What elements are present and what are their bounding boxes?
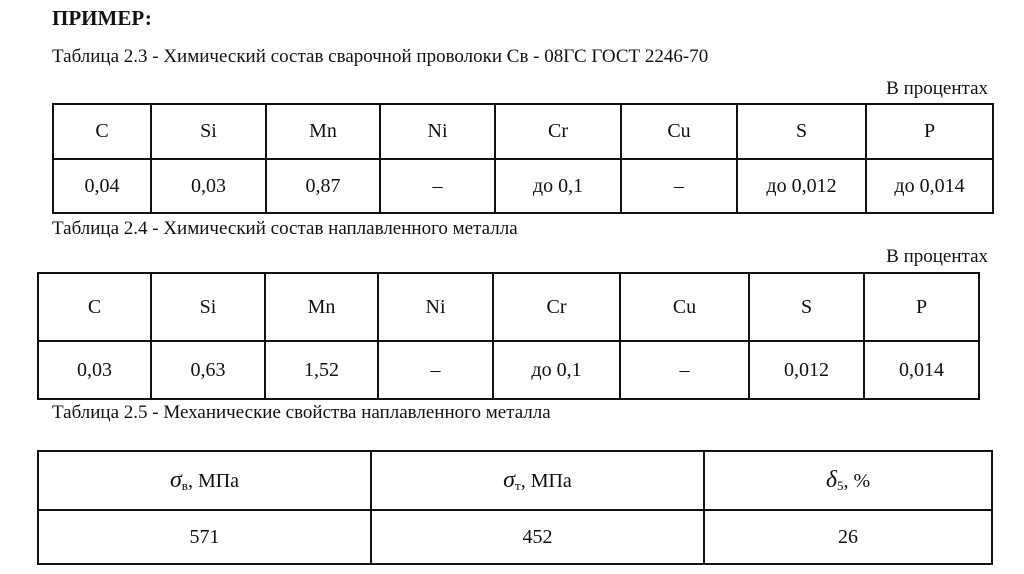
table-2-3-caption: Таблица 2.3 - Химический состав сварочной проволоки Св - 08ГС ГОСТ 2246-70	[52, 46, 709, 67]
value-cell-cu: –	[620, 341, 749, 399]
value-cell-cr: до 0,1	[493, 341, 620, 399]
value-cell-mn: 0,87	[266, 159, 380, 213]
unit-label: , МПа	[520, 470, 572, 492]
sigma-symbol: σ	[169, 467, 182, 493]
header-cell-s: S	[737, 104, 866, 159]
header-cell-cr: Cr	[495, 104, 621, 159]
value-cell-c: 0,03	[38, 341, 151, 399]
value-cell-si: 0,03	[151, 159, 266, 213]
table-2-4-header-row	[38, 273, 979, 341]
table-2-4-value-row	[38, 341, 979, 399]
value-cell-s: до 0,012	[737, 159, 866, 213]
header-cell-tensile-strength	[38, 451, 371, 510]
page-heading: ПРИМЕР:	[52, 6, 152, 30]
header-cell-elongation	[704, 451, 992, 510]
subscript: в	[181, 478, 188, 493]
header-cell-mn: Mn	[265, 273, 378, 341]
table-2-3-header-row	[53, 104, 993, 159]
value-cell-tensile-strength: 571	[38, 510, 371, 564]
unit-label: , %	[843, 470, 871, 492]
header-cell-si: Si	[151, 273, 265, 341]
table-2-4	[37, 272, 980, 400]
table-2-5-value-row	[38, 510, 992, 564]
subscript: т	[515, 478, 521, 493]
sigma-symbol: σ	[503, 467, 516, 493]
header-cell-c: C	[38, 273, 151, 341]
header-cell-si: Si	[151, 104, 266, 159]
table-2-5-caption: Таблица 2.5 - Механические свойства наплавленного металла	[52, 402, 551, 423]
value-cell-ni: –	[380, 159, 495, 213]
table-2-4-caption: Таблица 2.4 - Химический состав наплавленного металла	[52, 218, 518, 239]
value-cell-mn: 1,52	[265, 341, 378, 399]
value-cell-p: до 0,014	[866, 159, 993, 213]
header-cell-yield-strength	[371, 451, 704, 510]
unit-label: , МПа	[187, 470, 240, 492]
header-cell-c: C	[53, 104, 151, 159]
header-cell-p: P	[866, 104, 993, 159]
value-cell-s: 0,012	[749, 341, 864, 399]
value-cell-elongation: 26	[704, 510, 992, 564]
table-2-3	[52, 103, 994, 214]
header-cell-s: S	[749, 273, 864, 341]
value-cell-cu: –	[621, 159, 737, 213]
value-cell-cr: до 0,1	[495, 159, 621, 213]
header-cell-ni: Ni	[378, 273, 493, 341]
header-cell-p: P	[864, 273, 979, 341]
table-2-3-unit: В процентах	[886, 78, 988, 99]
value-cell-ni: –	[378, 341, 493, 399]
header-cell-cr: Cr	[493, 273, 620, 341]
header-cell-ni: Ni	[380, 104, 495, 159]
value-cell-p: 0,014	[864, 341, 979, 399]
table-2-5-header-row	[38, 451, 992, 510]
value-cell-c: 0,04	[53, 159, 151, 213]
table-2-4-unit: В процентах	[886, 246, 988, 267]
subscript: 5	[836, 478, 844, 493]
value-cell-si: 0,63	[151, 341, 265, 399]
header-cell-cu: Cu	[620, 273, 749, 341]
header-cell-mn: Mn	[266, 104, 380, 159]
delta-symbol: δ	[825, 467, 837, 493]
value-cell-yield-strength: 452	[371, 510, 704, 564]
table-2-3-value-row	[53, 159, 993, 213]
table-2-5	[37, 450, 993, 565]
header-cell-cu: Cu	[621, 104, 737, 159]
